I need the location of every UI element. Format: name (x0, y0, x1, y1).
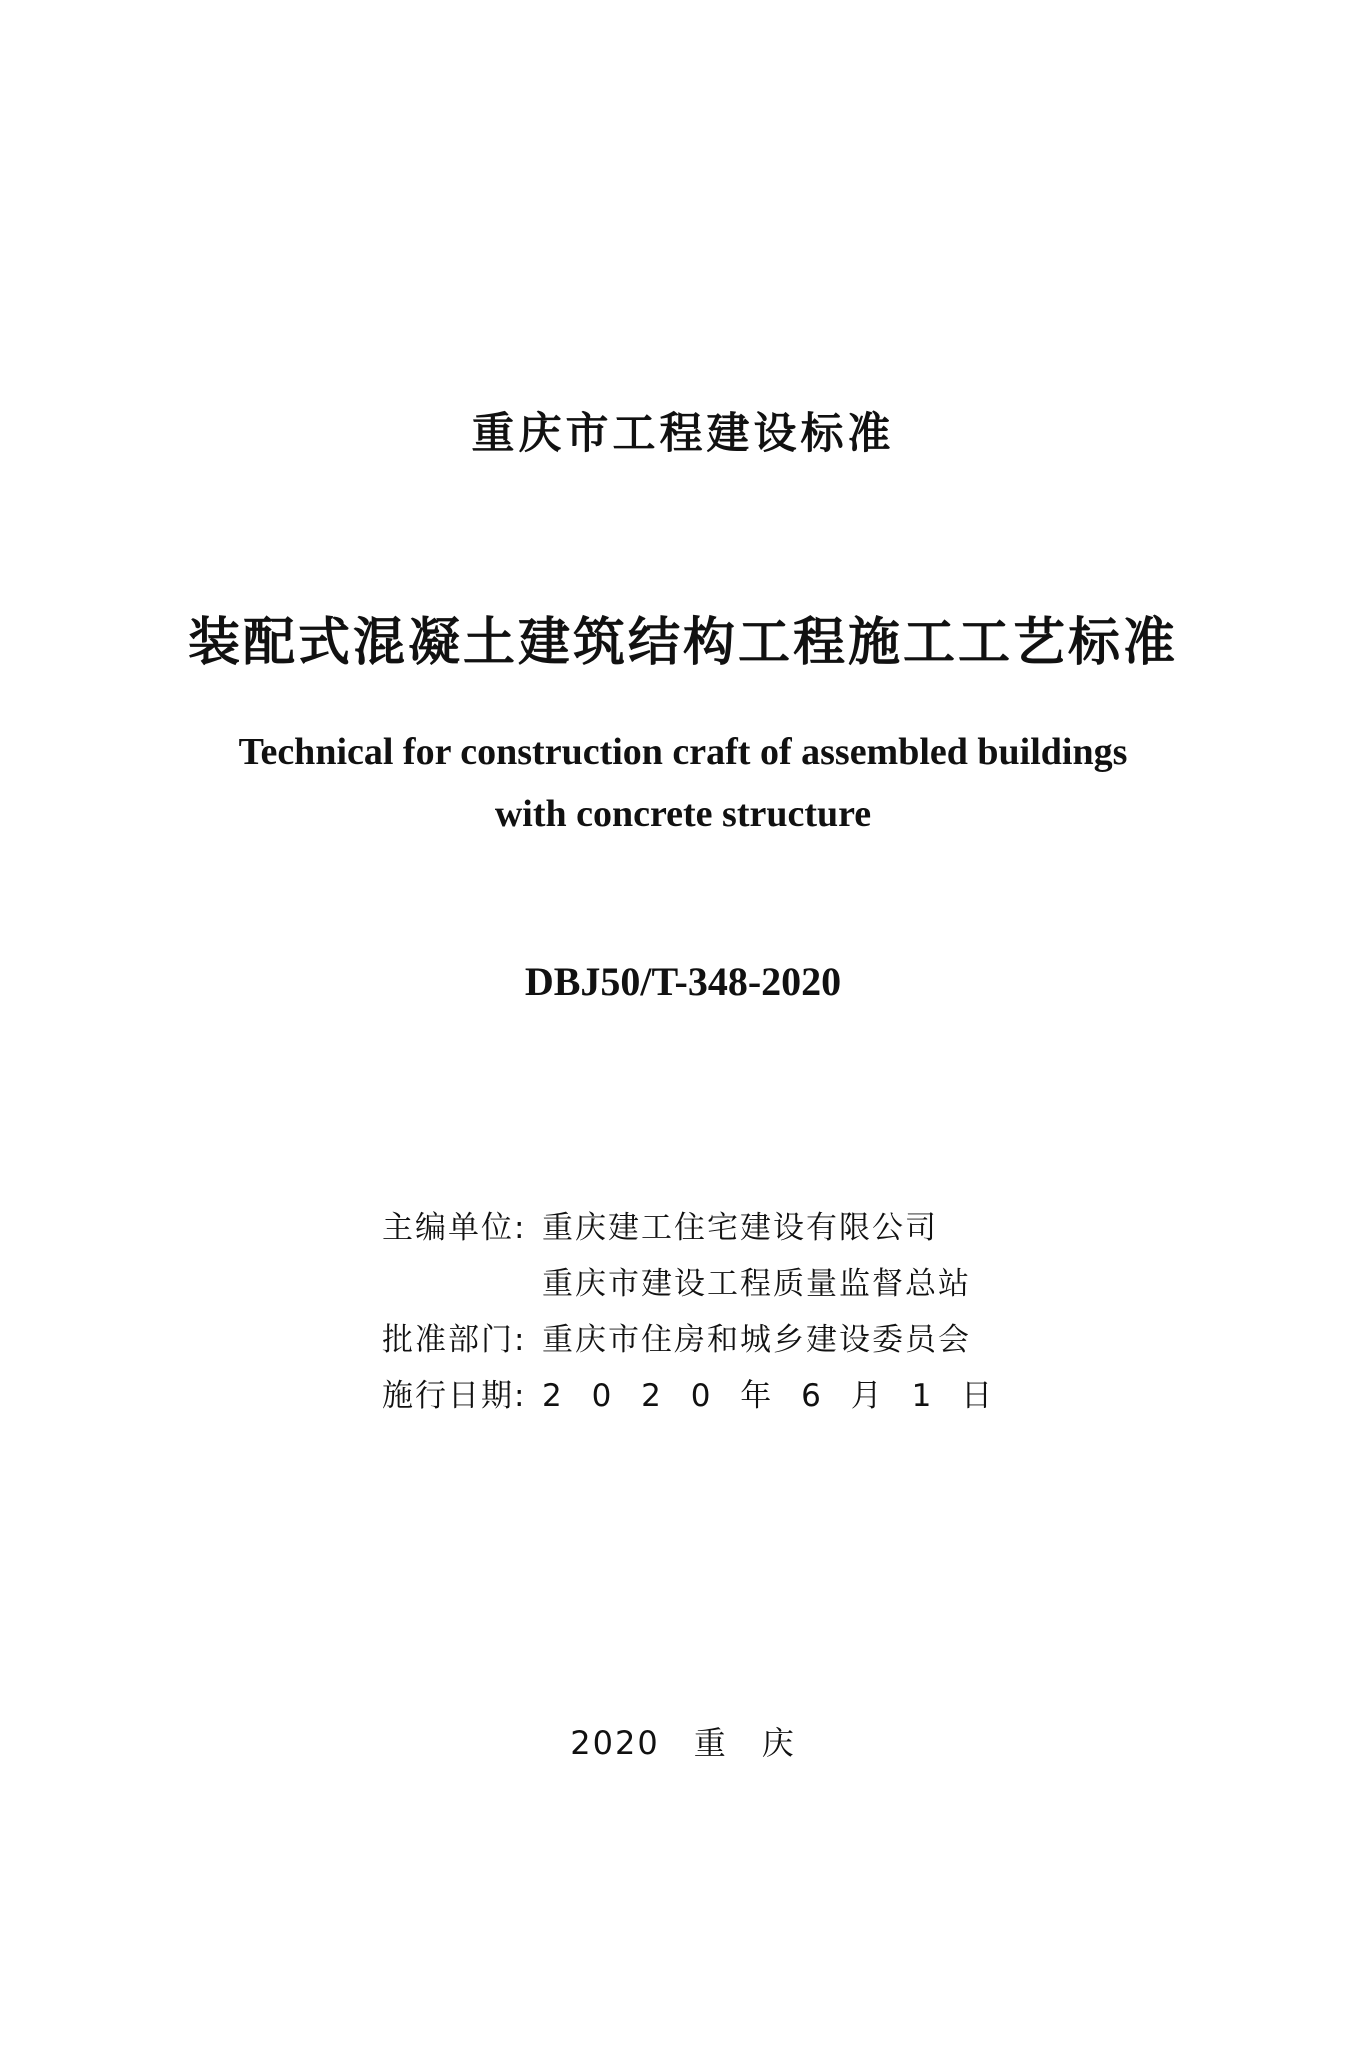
approval-row (382, 1312, 1002, 1368)
chief-editor-row-2 (382, 1256, 1002, 1312)
document-title-chinese: 装配式混凝土建筑结构工程施工工艺标准 (187, 613, 1178, 673)
series-title: 重庆市工程建设标准 (471, 409, 895, 459)
chief-editor-org-2: 重庆市建设工程质量监督总站 (542, 1266, 971, 1302)
footer-year-city: 2020 重 庆 (570, 1724, 796, 1762)
standard-number: DBJ50/T-348-2020 (524, 959, 842, 1004)
publication-info (382, 1200, 1002, 1424)
chief-editor-label: 主编单位: (382, 1210, 527, 1246)
approval-org: 重庆市住房和城乡建设委员会 (542, 1322, 971, 1358)
chief-editor-row (382, 1200, 1002, 1256)
document-title-english-line-2: with concrete structure (494, 793, 872, 835)
effective-date-label: 施行日期: (382, 1378, 527, 1414)
effective-date: 2 0 2 0 年 6 月 1 日 (542, 1378, 1003, 1414)
document-title-english-line-1: Technical for construction craft of assembled buildings (238, 731, 1128, 773)
label-spacer (382, 1256, 542, 1312)
effective-date-row (382, 1368, 1002, 1424)
approval-label: 批准部门: (382, 1322, 527, 1358)
chief-editor-org-1: 重庆建工住宅建设有限公司 (542, 1210, 938, 1246)
